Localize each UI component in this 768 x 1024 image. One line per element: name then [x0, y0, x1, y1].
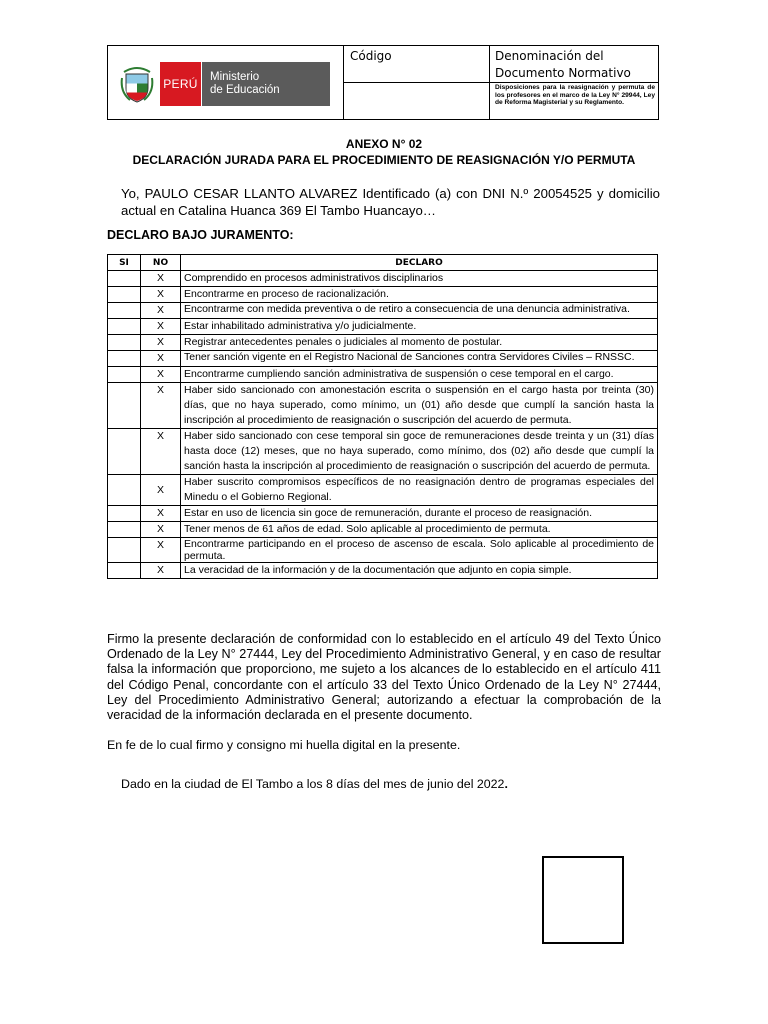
- table-row: [108, 287, 658, 303]
- declaration-text: Haber sido sancionado con amonestación escrita o suspensión en el cargo hasta por treinta (30) días, que no haya superado, como mínimo, un (01) año desde que cumplí la sanción hasta la inscripción al procedimiento de reasignación o suscripción del acuerdo de permuta.: [181, 383, 658, 429]
- declaration-text: Haber sido sancionado con cese temporal sin goce de remuneraciones desde treinta y un (31) días hasta doce (12) meses, que no haya superado, como mínimo, dos (02) año desde que cumplí la sanción hasta la inscripción al procedimiento de reasignación o suscripción del acuerdo de permuta.: [181, 429, 658, 475]
- no-cell[interactable]: X: [141, 383, 181, 429]
- declaration-text: La veracidad de la información y de la documentación que adjunto en copia simple.: [181, 563, 658, 579]
- no-cell[interactable]: X: [141, 522, 181, 538]
- declaration-text: Encontrarme en proceso de racionalización.: [181, 287, 658, 303]
- fingerprint-box: [542, 856, 624, 944]
- si-cell[interactable]: [108, 429, 141, 475]
- table-row: [108, 475, 658, 506]
- si-cell[interactable]: [108, 522, 141, 538]
- denominacion-cell: [490, 46, 659, 83]
- no-cell[interactable]: X: [141, 563, 181, 579]
- table-row: [108, 522, 658, 538]
- dado-text: Dado en la ciudad de El Tambo a los 8 días del mes de junio del 2022: [121, 777, 505, 791]
- declaration-title: DECLARACIÓN JURADA PARA EL PROCEDIMIENTO DE REASIGNACIÓN Y/O PERMUTA: [132, 153, 636, 167]
- declaration-text: Comprendido en procesos administrativos disciplinarios: [181, 271, 658, 287]
- no-cell[interactable]: X: [141, 335, 181, 351]
- si-cell[interactable]: [108, 287, 141, 303]
- header-table: [107, 45, 659, 120]
- no-cell[interactable]: X: [141, 367, 181, 383]
- declaration-text: Haber suscrito compromisos específicos de no reasignación dentro de programas especiales del Minedu o el Gobierno Regional.: [181, 475, 658, 506]
- header-si: SI: [108, 255, 141, 271]
- codigo-value-cell: [344, 83, 490, 120]
- peru-coat-of-arms-icon: [120, 64, 154, 104]
- no-cell[interactable]: X: [141, 271, 181, 287]
- table-row: [108, 383, 658, 429]
- no-cell[interactable]: X: [141, 287, 181, 303]
- logo-cell: [108, 46, 344, 120]
- table-row: [108, 351, 658, 367]
- declaration-text: Tener menos de 61 años de edad. Solo aplicable al procedimiento de permuta.: [181, 522, 658, 538]
- no-cell[interactable]: X: [141, 506, 181, 522]
- si-cell[interactable]: [108, 475, 141, 506]
- ministry-label-box: [202, 62, 330, 106]
- header-no: NO: [141, 255, 181, 271]
- declaration-text: Encontrarme con medida preventiva o de retiro a consecuencia de una denuncia administrativa.: [181, 303, 658, 319]
- declaration-text: Encontrarme participando en el proceso de ascenso de escala. Solo aplicable al procedimiento de permuta.: [181, 538, 658, 563]
- minedu-logo: [120, 62, 330, 106]
- declaration-text: Encontrarme cumpliendo sanción administrativa de suspensión o cese temporal en el cargo.: [181, 367, 658, 383]
- table-header-row: [108, 255, 658, 271]
- denominacion-desc-cell: [490, 83, 659, 120]
- declaration-text: Tener sanción vigente en el Registro Nacional de Sanciones contra Servidores Civiles – RNSSC.: [181, 351, 658, 367]
- annex-title: ANEXO N° 02: [345, 137, 423, 151]
- declaro-heading: DECLARO BAJO JURAMENTO:: [107, 228, 294, 242]
- intro-paragraph: Yo, PAULO CESAR LLANTO ALVAREZ Identificado (a) con DNI N.º 20054525 y domicilio actual en Catalina Huanca 369 El Tambo Huancayo…: [121, 186, 660, 218]
- no-cell[interactable]: X: [141, 429, 181, 475]
- ministry-line1: Ministerio: [210, 71, 260, 83]
- dado-period: .: [504, 777, 508, 791]
- si-cell[interactable]: [108, 271, 141, 287]
- table-row: [108, 319, 658, 335]
- no-cell[interactable]: X: [141, 475, 181, 506]
- denominacion-description: Disposiciones para la reasignación y permuta de los profesores en el marco de la Ley N° 29944, Ley de Reforma Magisterial y su Reglamento.: [495, 84, 655, 107]
- table-row: [108, 563, 658, 579]
- si-cell[interactable]: [108, 383, 141, 429]
- declaration-text: Estar en uso de licencia sin goce de remuneración, durante el proceso de reasignación.: [181, 506, 658, 522]
- si-cell[interactable]: [108, 563, 141, 579]
- no-cell[interactable]: X: [141, 319, 181, 335]
- table-row: [108, 303, 658, 319]
- table-row: [108, 367, 658, 383]
- table-row: [108, 335, 658, 351]
- table-row: [108, 538, 658, 563]
- no-cell[interactable]: X: [141, 538, 181, 563]
- denominacion-label: Denominación del Documento Normativo: [495, 49, 631, 80]
- table-row: [108, 271, 658, 287]
- si-cell[interactable]: [108, 303, 141, 319]
- header-declaro: DECLARO: [181, 255, 658, 271]
- codigo-cell: [344, 46, 490, 83]
- peru-label: PERÚ: [163, 77, 198, 91]
- si-cell[interactable]: [108, 506, 141, 522]
- table-row: [108, 506, 658, 522]
- si-cell[interactable]: [108, 538, 141, 563]
- si-cell[interactable]: [108, 367, 141, 383]
- codigo-label: Código: [350, 49, 392, 63]
- closing-paragraph: Firmo la presente declaración de conformidad con lo establecido en el artículo 49 del Texto Único Ordenado de la Ley N° 27444, Ley del Procedimiento Administrativo General, y en caso de resultar falsa la información que proporciono, me sujeto a los alcances de lo establecido en el artículo 411 del Código Penal, concordante con el artículo 33 del Texto Único Ordenado de la Ley N° 27444, Ley del Procedimiento Administrativo General; autorizando a efectuar la comprobación de la veracidad de la información declarada en el presente documento.: [107, 632, 661, 723]
- no-cell[interactable]: X: [141, 351, 181, 367]
- declaration-table: [107, 254, 658, 579]
- si-cell[interactable]: [108, 351, 141, 367]
- declaration-text: Estar inhabilitado administrativa y/o judicialmente.: [181, 319, 658, 335]
- si-cell[interactable]: [108, 319, 141, 335]
- no-cell[interactable]: X: [141, 303, 181, 319]
- declaration-text: Registrar antecedentes penales o judiciales al momento de postular.: [181, 335, 658, 351]
- si-cell[interactable]: [108, 335, 141, 351]
- fe-line: En fe de lo cual firmo y consigno mi huella digital en la presente.: [107, 738, 461, 752]
- ministry-line2: de Educación: [210, 84, 280, 96]
- table-row: [108, 429, 658, 475]
- dado-line: [121, 777, 508, 791]
- peru-label-box: [160, 62, 201, 106]
